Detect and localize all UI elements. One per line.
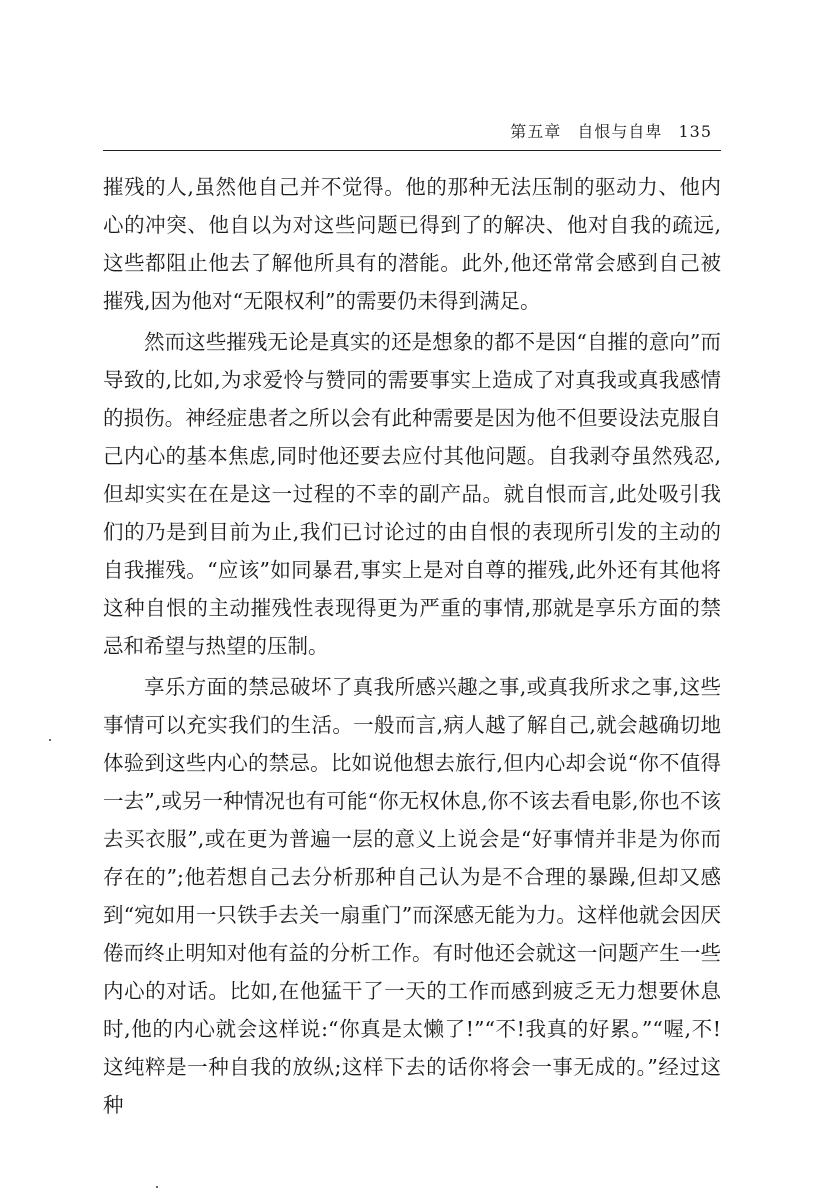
paragraph-3: 享乐方面的禁忌破坏了真我所感兴趣之事,或真我所求之事,这些事情可以充实我们的生活。一般而言,病人越了解自己,就会越确切地体验到这些内心的禁忌。比如说他想去旅行,但内心却会说“你不值得一去”,或另一种情况也有可能“你无权休息,你不该去看电影,你也不该去买衣服”,或在更为普遍一层的意义上说会是“好事情并非是为你而存在的”;他若想自己去分析那种自己认为是不合理的暴躁,但却又感到“宛如用一只铁手去关一扇重门”而深感无能为力。这样他就会因厌倦而终止明知对他有益的分析工作。有时他还会就这一问题产生一些内心的对话。比如,在他猛干了一天的工作而感到疲乏无力想要休息时,他的内心就会这样说:“你真是太懒了!”“不!我真的好累。”“喔,不!这纯粹是一种自我的放纵;这样下去的话你将会一事无成的。”经过这种: [103, 675, 721, 1117]
body-text: [103, 168, 721, 1124]
header-rule: [103, 150, 721, 151]
chapter-title: 自恨与自卑: [577, 122, 663, 141]
scan-speck: [49, 739, 51, 741]
running-header: [500, 119, 712, 142]
paragraph-1: 摧残的人,虽然他自己并不觉得。他的那种无法压制的驱动力、他内心的冲突、他自以为对这些问题已得到了的解决、他对自我的疏远,这些都阻止他去了解他所具有的潜能。此外,他还常常会感到自己被摧残,因为他对“无限权利”的需要仍未得到满足。: [103, 175, 721, 313]
scan-speck: [156, 1186, 158, 1188]
chapter-number: 第五章: [510, 122, 562, 141]
page-number: 135: [678, 122, 712, 141]
paragraph-2: 然而这些摧残无论是真实的还是想象的都不是因“自摧的意向”而导致的,比如,为求爱怜与赞同的需要事实上造成了对真我或真我感情的损伤。神经症患者之所以会有此种需要是因为他不但要设法克服自己内心的基本焦虑,同时他还要去应付其他问题。自我剥夺虽然残忍,但却实实在在是这一过程的不幸的副产品。就自恨而言,此处吸引我们的乃是到目前为止,我们已讨论过的由自恨的表现所引发的主动的自我摧残。“应该”如同暴君,事实上是对自尊的摧残,此外还有其他将这种自恨的主动摧残性表现得更为严重的事情,那就是享乐方面的禁忌和希望与热望的压制。: [103, 330, 721, 658]
